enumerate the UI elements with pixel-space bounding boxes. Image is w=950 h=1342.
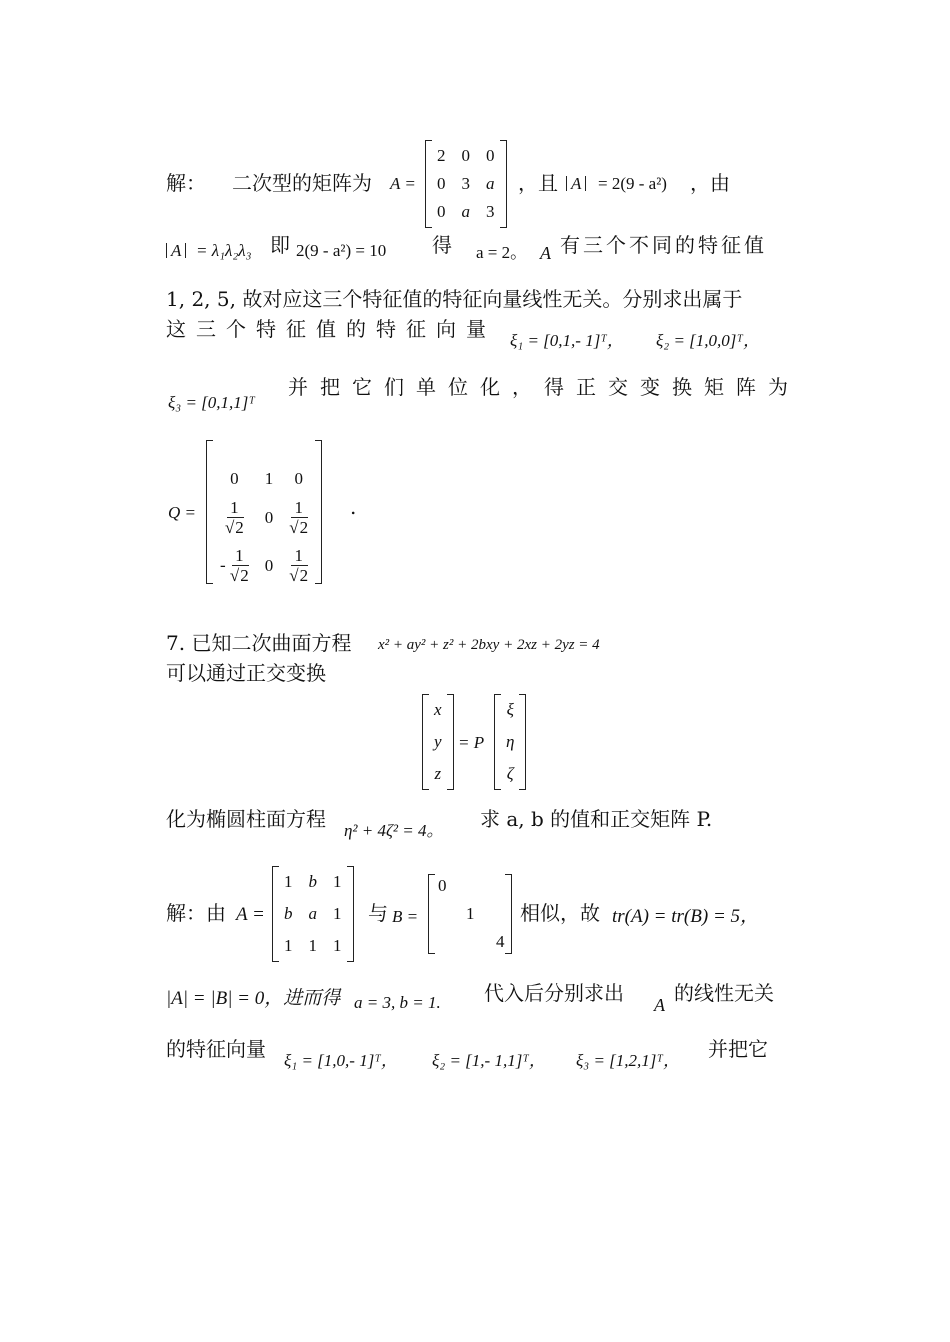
eigvec-label: 的特征向量 <box>166 1037 266 1061</box>
cylinder-equation: η² + 4ζ² = 4。 <box>344 821 444 840</box>
problem7-equation: x² + ay² + z² + 2bxy + 2xz + 2yz = 4 <box>378 637 600 653</box>
a-value: a = 2。 <box>476 243 528 262</box>
Q-label: Q = <box>168 503 196 522</box>
vector-xyz: x y z <box>422 694 454 790</box>
solution-label: 解： <box>166 171 206 195</box>
matrix-B-label: B = <box>392 907 419 926</box>
A2-symbol: A <box>654 995 665 1015</box>
ab-values: a = 3, b = 1. <box>354 993 441 1012</box>
unitize-text: 并把它们单位化，得正交变换矩阵为 <box>288 375 800 399</box>
Q-period: . <box>350 495 357 519</box>
tail-text: 并把它 <box>708 1037 768 1061</box>
det-A-2: A <box>166 238 186 264</box>
matrix-B: 0 1 4 <box>428 874 512 954</box>
matrix-A2-label: A = <box>236 904 265 925</box>
yu-text: 与 <box>368 901 388 925</box>
you-text: ，由 <box>690 171 730 195</box>
v3-vector: ξ₃ = [1,2,1]ᵀ， <box>576 1051 680 1070</box>
matrix-Q: 0 1 0 $\frac{1}{√2}$ 0 $\frac{1}{√2}$ - $\frac{1}{√2}$ 0 $\frac{1}{√2}$ <box>206 440 322 584</box>
equation-10: 2(9 - a²) = 10 <box>296 241 387 260</box>
det-A-expr: = 2(9 - a²) <box>598 174 667 193</box>
line-eigenvectors: 这三个特征值的特征向量 <box>166 317 496 341</box>
matrix-A-label: A = <box>390 174 416 193</box>
det-A: A <box>566 171 586 197</box>
three-eigenvalues-text: 有三个不同的特征值 <box>560 233 767 257</box>
v2-vector: ξ₂ = [1,- 1,1]ᵀ， <box>432 1051 546 1070</box>
xi3-vector: ξ₃ = [0,1,1]ᵀ <box>168 393 255 412</box>
line-eigenvalues: 1, 2, 5, 故对应这三个特征值的特征向量线性无关。分别求出属于 <box>166 287 743 311</box>
detAB-equation: |A| = |B| = 0，进而得 <box>166 988 341 1009</box>
v1-vector: ξ₁ = [1,0,- 1]ᵀ， <box>284 1051 398 1070</box>
solution2-label: 解：由 <box>166 901 226 925</box>
subst-text: 代入后分别求出 <box>484 981 624 1005</box>
det-lambda-product: = λ₁λ₂λ₃ <box>196 241 252 260</box>
de-text: 得 <box>432 233 452 257</box>
trace-equation: tr(A) = tr(B) = 5， <box>612 906 760 927</box>
ji-text: 即 <box>270 233 290 257</box>
problem7-line3b: 求 a, b 的值和正交矩阵 P. <box>480 807 713 831</box>
indep-text: 的线性无关 <box>674 981 774 1005</box>
quadratic-form-intro: 二次型的矩阵为 <box>232 171 372 195</box>
vector-xi-eta-zeta: ξ η ζ <box>494 694 526 790</box>
matrix-A2: 1 b 1 b a 1 1 1 1 <box>272 866 354 962</box>
eq-P: = P <box>458 733 485 752</box>
matrix-A: 2 0 0 0 3 a 0 a 3 <box>425 140 507 228</box>
xi1-vector: ξ₁ = [0,1,- 1]ᵀ， <box>510 331 624 350</box>
A-symbol: A <box>540 243 551 263</box>
and-det-text: ，且 <box>518 171 558 195</box>
xi2-vector: ξ₂ = [1,0,0]ᵀ， <box>656 331 760 350</box>
problem7-line3a: 化为椭圆柱面方程 <box>166 807 326 831</box>
problem7-title: 7. 已知二次曲面方程 <box>166 631 352 655</box>
similar-text: 相似，故 <box>520 901 600 925</box>
problem7-line2: 可以通过正交变换 <box>166 661 326 685</box>
